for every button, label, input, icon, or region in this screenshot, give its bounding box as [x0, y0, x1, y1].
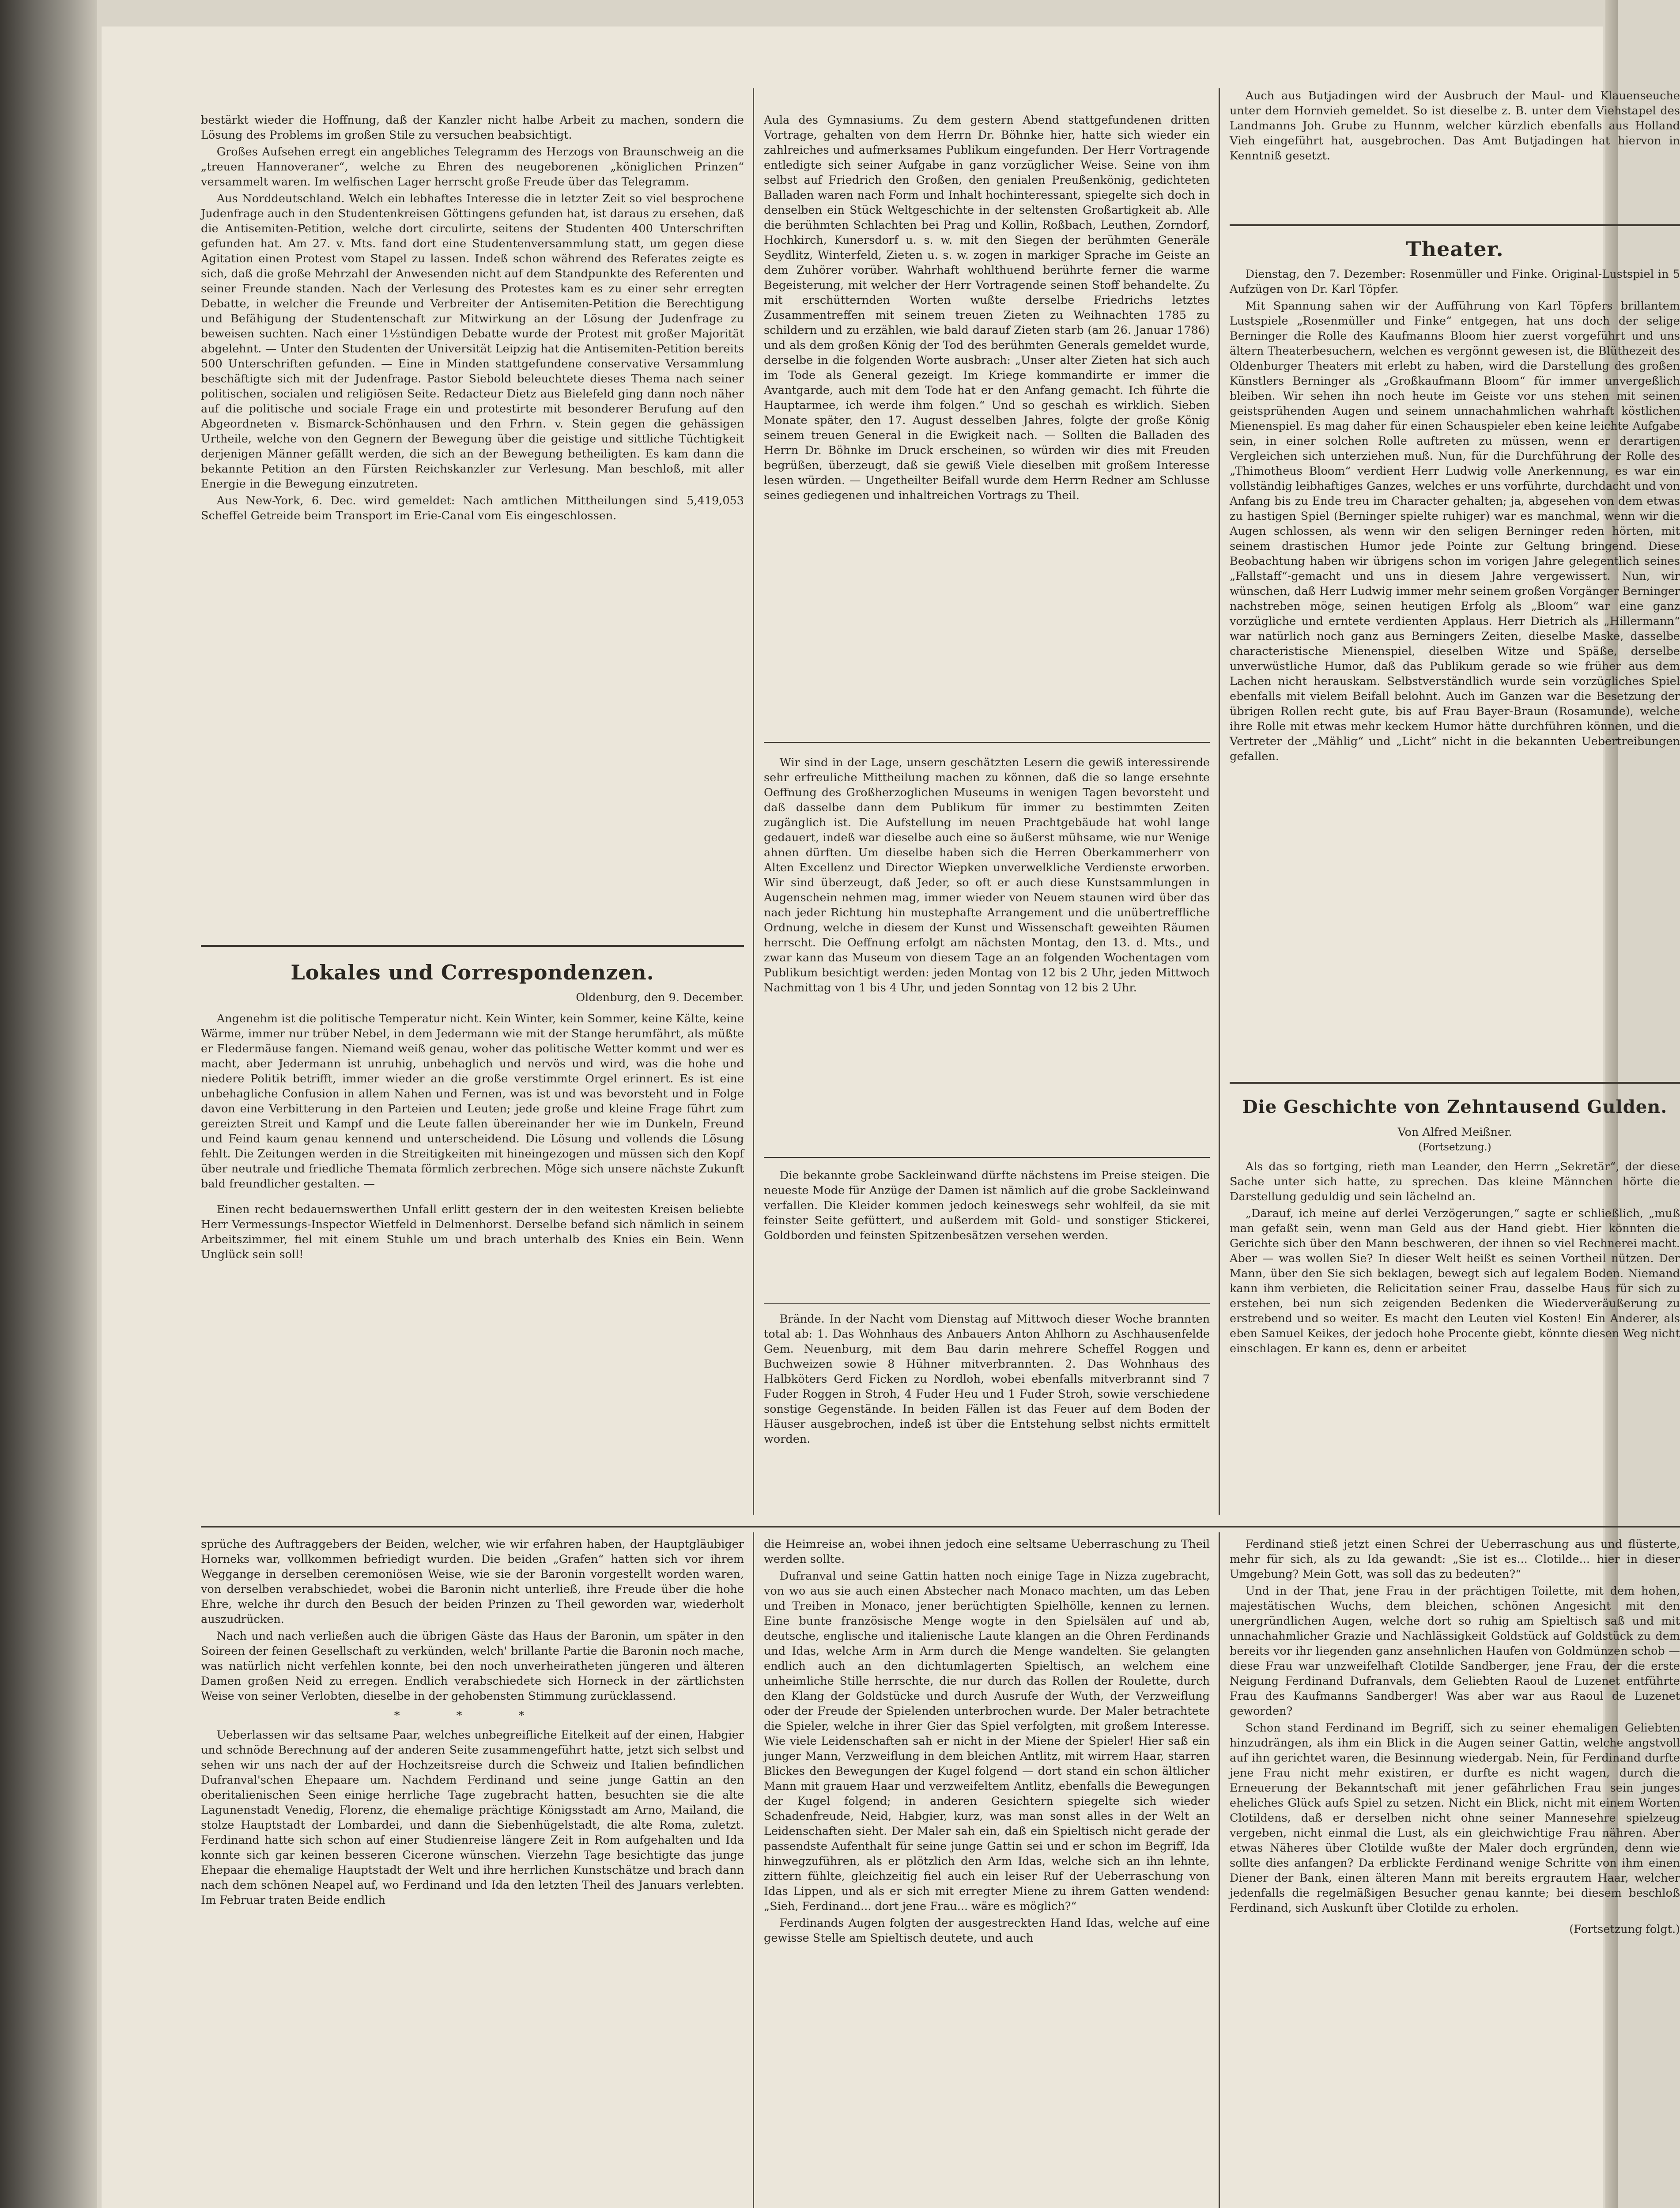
- novel-c1-p3: Ueberlassen wir das seltsame Paar, welches unbegreifliche Eitelkeit auf der einen, Habgier und schnöde Berechnung auf der anderen Seite zusammengeführt hatte, jetzt sich selbst und sehen wir uns nach der auf der Hochzeitsreise durch die Schweiz und Italien befindlichen Dufranval'schen Ehepaare um. Nachdem Ferdinand und seine junge Gattin an den oberitalienischen Seen einige herrliche Tage zugebracht hatten, besuchten sie die alte Lagunenstadt Venedig, Florenz, die ehemalige prächtige Königsstadt am Arno, Mailand, die stolze Hauptstadt der Lombardei, und dann die Siebenhügelstadt, die alte Roma, zuletzt. Ferdinand hatte sich schon auf einer Studienreise längere Zeit in Rom aufgehalten und Ida konnte sich gar keinen besseren Cicerone wünschen. Vierzehn Tage besichtigte das junge Ehepaar die ehemalige Hauptstadt der Welt und ihre herrlichen Kunstschätze und brach dann nach dem schönen Neapel auf, wo Ferdinand und Ida den letzten Theil des Januars verlebten. Im Februar traten Beide endlich: [201, 1728, 744, 1907]
- bottom-column-rule-1: [753, 1532, 754, 2208]
- article-braende: Brände. In der Nacht vom Dienstag auf Mittwoch dieser Woche brannten total ab: 1. Das Wohnhaus des Anbauers Anton Ahlhorn zu Aschhausenfelde Gem. Neuenburg, mit dem Bau darin mehrere Scheffel Roggen und Buchweizen sowie 8 Hühner mitverbrannten. 2. Das Wohnhaus des Halbköters Gerd Ficken zu Nordloh, wobei ebenfalls mitverbrannt sind 7 Fuder Roggen in Stroh, 4 Fuder Heu und 1 Fuder Stroh, sowie verschiedene sonstige Gegenstände. In beiden Fällen ist das Feuer auf dem Boden der Häuser ausgebrochen, indeß ist über die Entstehung selbst nichts ermittelt worden.: [764, 1312, 1210, 1446]
- article-braunschweig: Großes Aufsehen erregt ein angebliches Telegramm des Herzogs von Braunschweig an die „treuen Hannoveraner“, welche zu Ehren des neugeborenen „königlichen Prinzen“ versammelt waren. Im welfischen Lager herrscht große Freude über das Telegramm.: [201, 145, 744, 189]
- novel-c3-p3: Schon stand Ferdinand im Begriff, sich zu seiner ehemaligen Geliebten hinzudrängen, als ihm ein Blick in die Augen seiner Gattin, welche angstvoll auf ihn gerichtet waren, die Besinnung wiedergab. Nein, für Ferdinand durfte jene Frau nicht mehr existiren, er durfte es nicht wagen, durch die Erneuerung der Bekanntschaft mit jener gefährlichen Frau sein junges eheliches Glück aufs Spiel zu setzen. Nicht ein Blick, nicht mit einem Worten Clotildens, daß er derselben nicht ohne seiner Mannesehre spielzeug vergeben, nicht einmal die Lust, als ein gleichwichtige Frau nähren. Aber etwas Näheres über Clotilde wußte der Maler doch ergründen, denn wie sollte dies anfangen? Da erblickte Ferdinand wenige Schritte von ihm einen Diener der Bank, einen älteren Mann mit bereits ergrautem Haar, welcher jedenfalls die regelmäßigen Besucher genau kannte; bei diesem beschloß Ferdinand, sich Auskunft über Clotilde zu erholen.: [1230, 1721, 1680, 1915]
- rule-col2-c: [764, 1303, 1210, 1304]
- column-2-museum: [764, 755, 1210, 997]
- article-chancellor: bestärkt wieder die Hoffnung, daß der Kanzler nicht halbe Arbeit zu machen, sondern die Lösung des Problems im großen Stile zu versuchen beabsichtigt.: [201, 113, 744, 142]
- book-binding: [0, 0, 97, 2208]
- theater-listing: Dienstag, den 7. Dezember: Rosenmüller und Finke. Original-Lustspiel in 5 Aufzügen von Dr. Karl Töpfer.: [1230, 268, 1680, 296]
- article-museum: Wir sind in der Lage, unsern geschätzten Lesern die gewiß interessirende sehr erfreuliche Mittheilung machen zu können, daß die so lange ersehnte Oeffnung des Großherzoglichen Museums in wenigen Tagen bevorsteht und daß dasselbe dann dem Publikum für immer zu bestimmten Zeiten zugänglich ist. Die Aufstellung im neuen Prachtgebäude hat wohl lange gedauert, indeß war dieselbe auch eine so äußerst mühsame, wie nur Wenige ahnen dürften. Um dieselbe haben sich die Herren Oberkammerherr von Alten Excellenz und Director Wiepken unverwelkliche Verdienste erworben. Wir sind überzeugt, daß Jeder, so oft er auch diese Kunstsammlungen in Augenschein nehmen mag, immer wieder von Neuem staunen wird über das nach jeder Richtung hin mustерhafte Arrangement und die unübertreffliche Ordnung, welche in diesem der Kunst und Wissenschaft geweihten Räumen herrscht. Die Oeffnung erfolgt am nächsten Montag, den 13. d. Mts., und zwar kann das Museum von diesem Tage an an folgenden Wochentagen vom Publikum besichtigt werden: jeden Montag von 12 bis 2 Uhr, jeden Mittwoch Nachmittag von 1 bis 4 Uhr, und jeden Sonntag von 12 bis 2 Uhr.: [764, 756, 1210, 994]
- rule-col2-a: [764, 742, 1210, 743]
- novel-c3-p2: Und in der That, jene Frau in der prächtigen Toilette, mit dem hohen, majestätischen Wuchs, dem bleichen, schönen Angesicht mit den unergründlichen Augen, welche dort so ruhig am Spieltisch saß und mit unnachahmlicher Grazie und Nachlässigkeit Goldstück auf Goldstück zu dem bereits vor ihr liegenden ganz ansehnlichen Haufen von Goldmünzen schob — diese Frau war unzweifelhaft Clotilde Sandberger, jene Frau, der die erste Neigung Ferdinand Dufranvals, dem Geliebten Raoul de Luzenet entführte Frau des Kaufmanns Sandberger! Was aber war aus Raoul de Luzenet geworden?: [1230, 1584, 1680, 1718]
- article-sackleinwand: Die bekannte grobe Sackleinwand dürfte nächstens im Preise steigen. Die neueste Mode für Anzüge der Damen ist nämlich auf die grobe Sackleinwand verfallen. Die Kleider kommen jedoch keineswegs sehr wohlfeil, da sie mit feinster Seite gefüttert, und außerdem mit Gold- und sonstiger Stickerei, Goldborden und feinsten Spitzenbesätzen versehen werden.: [764, 1169, 1210, 1242]
- novel-c3-p1: Ferdinand stieß jetzt einen Schrei der Ueberraschung aus und flüsterte, mehr für sich, als zu Ida gewandt: „Sie ist es... Clotilde... hier in dieser Umgebung? Mein Gott, was soll das zu bedeuten?“: [1230, 1538, 1680, 1581]
- rule-col3-b: [1230, 1082, 1680, 1084]
- article-norddeutschland: Aus Norddeutschland. Welch ein lebhaftes Interesse die in letzter Zeit so viel besprochene Judenfrage auch in den Studentenkreisen Göttingens gefunden hat, ist daraus zu ersehen, daß die Antisemiten-Petition, welche dort circulirte, seitens der Studenten 400 Unterschriften gefunden hat. Am 27. v. Mts. fand dort eine Studentenversammlung statt, um gegen diese Agitation einen Protest vom Stapel zu lassen. Indeß schon während des Referates zeigte es sich, daß die große Mehrzahl der Anwesenden nicht auf dem Standpunkte des Referenten und seiner Freunde standen. Nach der Verlesung des Protestes kam es zu einer sehr erregten Debatte, in welcher die Freunde und Verbreiter der Antisemiten-Petition die Berechtigung und Befähigung der Studentenschaft zur Mitwirkung an der Lösung der Judenfrage zu beweisen suchten. Nach einer 1½stündigen Debatte wurde der Protest mit großer Majorität abgelehnt. — Unter den Studenten der Universität Leipzig hat die Antisemiten-Petition bereits 500 Unterschriften gefunden. — Eine in Minden stattgefundene conservative Versammlung beschäftigte sich mit der Judenfrage. Pastor Siebold beleuchtete dieses Thema nach seiner politischen, socialen und religiösen Seite. Redacteur Dietz aus Bielefeld ging dann noch näher auf die politische und sociale Frage ein und protestirte mit besonderer Berufung auf den Abgeordneten v. Bismarck-Schönhausen und den Frhrn. v. Stein gegen die gehässigen Urtheile, welche von den Gegnern der Bewegung über die geistige und sittliche Tüchtigkeit derjenigen Männer gefällt werden, die sich an der Bewegung betheiligten. Es kam dann die bekannte Petition an den Fürsten Reichskanzler zur Verlesung. Man beschloß, mit aller Energie in die Bewegung einzutreten.: [201, 192, 744, 491]
- bottom-column-2: [764, 1537, 1210, 1947]
- article-unfall: Einen recht bedauernswerthen Unfall erlitt gestern der in den weitesten Kreisen beliebte Herr Vermessungs-Inspector Wietfeld in Delmenhorst. Derselbe befand sich nämlich in seinem Arbeitszimmer, fiel mit einem Stuhle um und brach unterhalb des Knies ein Bein. Wenn Unglück sein soll!: [201, 1203, 744, 1261]
- rule-col1-a: [201, 945, 744, 947]
- bottom-column-1: [201, 1537, 744, 1909]
- column-2-sackleinwand: [764, 1168, 1210, 1245]
- column-rule-2: [1219, 88, 1220, 1515]
- article-butjadingen: Auch aus Butjadingen wird der Ausbruch der Maul- und Klauenseuche unter dem Hornvieh gemeldet. So ist dieselbe z. B. unter dem Viehstapel des Landmanns Joh. Grube zu Hunnm, welcher kürzlich ebenfalls aus Holland Vieh eingeführt hat, ausgebrochen. Das Amt Butjadingen hat hiervon in Kenntniß gesetzt.: [1230, 89, 1680, 163]
- theater-review: Mit Spannung sahen wir der Aufführung von Karl Töpfers brillantem Lustspiele „Rosenmüller und Finke“ entgegen, hat uns doch der selige Berninger die Rolle des Kaufmanns Bloom hier zuerst vorgeführt und uns ältern Theaterbesuchern, welchen es vergönnt gewesen ist, die Blüthezeit des Oldenburger Theaters mit erlebt zu haben, wird die Darstellung des großen Künstlers Berninger als „Großkaufmann Bloom“ für immer unvergeßlich bleiben. Wir sehen ihn noch heute im Geiste vor uns stehen mit seinen geistsprühenden Augen und seinem unnachahmlichen wahrhaft köstlichen Mienenspiel. Es mag daher für einen Schauspieler eben keine leichte Aufgabe sein, in einer solchen Rolle auftreten zu müssen, wenn er derartigen Vergleichen sich unterziehen muß. Nun, für die Durchführung der Rolle des „Thimotheus Bloom“ verdient Herr Ludwig volle Anerkennung, es war ein vollständig leibhaftiges Ganzes, welches er uns vorführte, durchdacht und von Anfang bis zu Ende treu im Character gehalten; ja, abgesehen von dem etwas zu hastigen Spiel (Berninger spielte ruhiger) war es manchmal, wenn wir die Augen schlossen, als wenn wir den seligen Berninger reden hörten, mit seinem drastischen Humor jede Pointe zur Geltung bringend. Diese Beobachtung haben wir übrigens schon im vorigen Jahre gelegentlich seines „Fallstaff“-gemacht und uns in diesem Jahre vergewissert. Nun, wir wünschen, daß Herr Ludwig immer mehr seinem großen Vorgänger Berninger nachstreben möge, seinen heutigen Erfolg als „Bloom“ war eine ganz vorzügliche und erntete verdienten Applaus. Herr Dietrich als „Hillermann“ war natürlich noch ganz aus Berningers Zeiten, dieselbe Maske, dasselbe characteristische Mienenspiel, dieselben Witze und Späße, derselbe unverwüstliche Humor, daß das Publikum gerade so wie früher aus dem Lachen nicht herauskam. Selbstverständlich wurde sein vorzügliches Spiel ebenfalls mit vielem Beifall belohnt. Auch im Ganzen war die Besetzung der übrigen Rollen recht gute, bis auf Frau Bayer-Braun (Rosamunde), welche ihre Rolle mit etwas mehr keckem Humor hätte durchführen können, und die Vertreter der „Mählig“ und „Licht“ nicht in die bekannten Uebertreibungen gefallen.: [1230, 299, 1680, 763]
- column-2: [764, 113, 1210, 505]
- bottom-column-3: [1230, 1537, 1680, 1937]
- article-new-york: Aus New-York, 6. Dec. wird gemeldet: Nach amtlichen Mittheilungen sind 5,419,053 Scheffel Getreide beim Transport im Erie-Canal vom Eis eingeschlossen.: [201, 494, 744, 522]
- novel-c2-p3: Ferdinands Augen folgten der ausgestreckten Hand Idas, welche auf eine gewisse Stelle am Spieltisch deutete, und auch: [764, 1917, 1210, 1945]
- dateline: Oldenburg, den 9. December.: [576, 991, 744, 1004]
- article-aula: Aula des Gymnasiums. Zu dem gestern Abend stattgefundenen dritten Vortrage, gehalten von dem Herrn Dr. Böhnke hier, hatte sich wieder ein zahlreiches und aufmerksames Publikum eingefunden. Der Herr Vortragende entledigte sich seiner Aufgabe in ganz vorzüglicher Weise. Seine von ihm selbst auf Friedrich den Großen, den genialen Preußenkönig, gedichteten Balladen waren nach Form und Inhalt hochinteressant, spiegelte sich doch in denselben ein Stück Weltgeschichte in der seltensten Großartigkeit ab. Alle die berühmten Schlachten bei Prag und Kollin, Roßbach, Leuthen, Zorndorf, Hochkirch, Kunersdorf u. s. w. mit den Siegen der berühmten Generäle Seydlitz, Winterfeld, Zieten u. s. w. zogen in markiger Sprache im Geiste an dem Zuhörer vorüber. Wahrhaft wohlthuend berührte ferner die warme Begeisterung, mit welcher der Herr Vortragende seinen Stoff behandelte. Zu mit erschütternden Worten wußte derselbe Friedrichs letztes Zusammentreffen mit seinem treuen Zieten zu Weihnachten 1785 zu schildern und zu erzählen, wie bald darauf Zieten starb (am 26. Januar 1786) und als dem großen König der Tod des berühmten Generals gemeldet wurde, derselbe in die folgenden Worte ausbrach: „Unser alter Zieten hat sich auch im Tode als General gezeigt. Im Kriege kommandirte er immer die Avantgarde, auch mit dem Tode hat er den Anfang gemacht. Ich führte die Hauptarmee, ich werde ihm folgen.“ Und so geschah es wirklich. Sieben Monate später, den 17. August desselben Jahres, folgte der große König seinem treuen General in die Ewigkeit nach. — Sollten die Balladen des Herrn Dr. Böhnke im Druck erscheinen, so würden wir dies mit Freuden begrüßen, überzeugt, daß sie gewiß Viele dieselben mit großem Interesse lesen würden. — Ungetheilter Beifall wurde dem Herrn Redner am Schlusse seines gediegenen und inhaltreichen Vortrags zu Theil.: [764, 113, 1210, 502]
- section-heading-theater: Theater.: [1406, 237, 1504, 261]
- column-1-lokales: [201, 954, 744, 1264]
- feuilleton-continuation: (Fortsetzung.): [1418, 1142, 1491, 1153]
- section-stars: * * *: [394, 1709, 551, 1722]
- novel-c1-p2: Nach und nach verließen auch die übrigen Gäste das Haus der Baronin, um später in den Soireen der feinen Gesellschaft zu verkünden, welch' brillante Partie die Baronin noch mache, was natürlich nicht verfehlen konnte, bei den noch unverheiratheten jüngeren und älteren Damen großen Neid zu erregen. Endlich verabschiedete sich Horneck in der zärtlichsten Weise von seiner Verlobten, dieselbe in der gehobensten Stimmung zurücklassend.: [201, 1630, 744, 1703]
- newspaper-page: [102, 26, 1680, 2208]
- feuilleton-byline: Von Alfred Meißner.: [1397, 1126, 1512, 1139]
- feuilleton-title: Die Geschichte von Zehntausend Gulden.: [1242, 1096, 1668, 1117]
- novel-c1-p1: sprüche des Auftraggebers der Beiden, welcher, wie wir erfahren haben, der Hauptgläubiger Horneks war, vollkommen befriedigt wurden. Die beiden „Grafen“ hatten sich vor ihrem Weggange in derselben ceremoniösen Weise, wie sie der Baronin vorgestellt worden waren, von derselben verabschiedet, wobei die Baronin nicht unterließ, ihre Freude über die hohe Ehre, welche ihr durch den Besuch der beiden Prinzen zu Theil geworden war, wiederholt auszudrücken.: [201, 1538, 744, 1626]
- column-3: [1230, 88, 1680, 165]
- novel-c2-p2: Dufranval und seine Gattin hatten noch einige Tage in Nizza zugebracht, von wo aus sie auch einen Abstecher nach Monaco machten, um das Leben und Treiben in Monaco, jener berüchtigten Spielhölle, kennen zu lernen. Eine bunte französische Menge wogte in den Spielsälen auf und ab, deutsche, englische und italienische Laute klangen an die Ohren Ferdinands und Idas, welche Arm in Arm durch die Menge wandelten. Sie gelangten endlich auch an den dichtumlagerten Spieltisch, an welchem eine unheimliche Stille herrschte, die nur durch das Rollen der Roulette, durch den Klang der Goldstücke und durch Ausrufe der Wuth, der Verzweiflung oder der Freude der Spielenden unterbrochen wurde. Der Maler betrachtete die Spieler, welche in ihrer Gier das Spiel verfolgten, mit großem Interesse. Wie viele Leidenschaften sah er nicht in der Miene der Spieler! Hier saß ein junger Mann, Verzweiflung in dem bleichen Antlitz, mit wirrem Haar, starren Blickes den Bewegungen der Kugel folgend — dort stand ein schon ältlicher Mann mit grauem Haar und verzweifeltem Antlitz, ebenfalls die Bewegungen der Kugel folgend; in anderen Gesichtern spiegelte sich wieder Schadenfreude, Neid, Habgier, kurz, was man sonst alles in der Welt an Leidenschaften sieht. Der Maler sah ein, daß ein Spieltisch nicht gerade der passendste Aufenthalt für seine junge Gattin sei und er schon im Begriff, Ida hinwegzuführen, als er plötzlich den Arm Idas, welche sich an ihn lehnte, zittern fühlte, gleichzeitig fiel auch ein leiser Ruf der Ueberraschung von Idas Lippen, und als er sich mit erregter Miene zu ihrem Gatten wendend: „Sieh, Ferdinand... dort jene Frau... wäre es möglich?“: [764, 1569, 1210, 1913]
- feuilleton-p1: Als das so fortging, rieth man Leander, den Herrn „Sekretär“, der diese Sache unter sich hatte, zu sprechen. Das kleine Männchen hörte die Darstellung geduldig und sein lächelnd an.: [1230, 1160, 1680, 1203]
- bottom-column-rule-2: [1219, 1532, 1220, 2208]
- section-heading-lokales: Lokales und Correspondenzen.: [291, 960, 654, 984]
- novel-c2-p1: die Heimreise an, wobei ihnen jedoch eine seltsame Ueberraschung zu Theil werden sollte.: [764, 1538, 1210, 1566]
- column-1: [201, 113, 744, 525]
- column-2-braende: [764, 1312, 1210, 1448]
- feuilleton-p2: „Darauf, ich meine auf derlei Verzögerungen,“ sagte er schließlich, „muß man gefaßt sein, wenn man Geld aus der Hand giebt. Hier könnten die Gerichte sich über den Mann beschweren, der ihnen so viel Rechnerei macht. Aber — was wollen Sie? In dieser Welt heißt es seinen Vortheil nützen. Der Mann, über den Sie sich beklagen, bewegt sich auf legalem Boden. Niemand kann ihm verbieten, die Relicitation seiner Frau, dasselbe Haus für sich zu erstehen, bei nun sich zeigenden Bedenken die Wiederveräußerung zu erstrebend und so weiter. Es macht den Leuten viel Kosten! Ein Anderer, als eben Samuel Keikes, der jedoch hohe Procente giebt, könnte diesen Weg nicht einschlagen. Er kann es, denn er arbeitet: [1230, 1207, 1680, 1355]
- rule-col3-a: [1230, 224, 1680, 226]
- article-temperatur: Angenehm ist die politische Temperatur nicht. Kein Winter, kein Sommer, keine Kälte, keine Wärme, immer nur trüber Nebel, in dem Jedermann wie mit der Stange herumfährt, als müßte er Fledermäuse fangen. Niemand weiß genau, woher das politische Wetter kommt und wer es macht, aber Jedermann ist unruhig, unbehaglich und nervös und wird, was die hohe und niedere Politik betrifft, immer wieder an die große verstimmte Orgel erinnert. Es ist eine unbehagliche Confusion in allem Nahen und Fernen, was ist und was bevorsteht und in Folge davon eine Verbitterung in den Parteien und Leuten; jede große und kleine Frage führt zum gereizten Streit und Kampf und die Leute fallen übereinander her wie im Dunkeln, Freund und Feind kaum genau kennend und unterscheidend. Die Lösung und vollends die Lösung fehlt. Die Zeitungen werden in die Streitigkeiten mit hineingezogen und müssen sich den Kopf über neutrale und friedliche Themata förmlich zerbrechen. Möge sich unsere nächste Zukunft bald freundlicher gestalten. —: [201, 1012, 744, 1191]
- to-be-continued: (Fortsetzung folgt.): [1569, 1923, 1680, 1936]
- column-rule-1: [753, 88, 754, 1515]
- column-3-feuilleton: [1230, 1089, 1680, 1358]
- rule-col2-b: [764, 1157, 1210, 1158]
- feuilleton-divider: [201, 1526, 1680, 1527]
- column-3-theater: [1230, 231, 1680, 766]
